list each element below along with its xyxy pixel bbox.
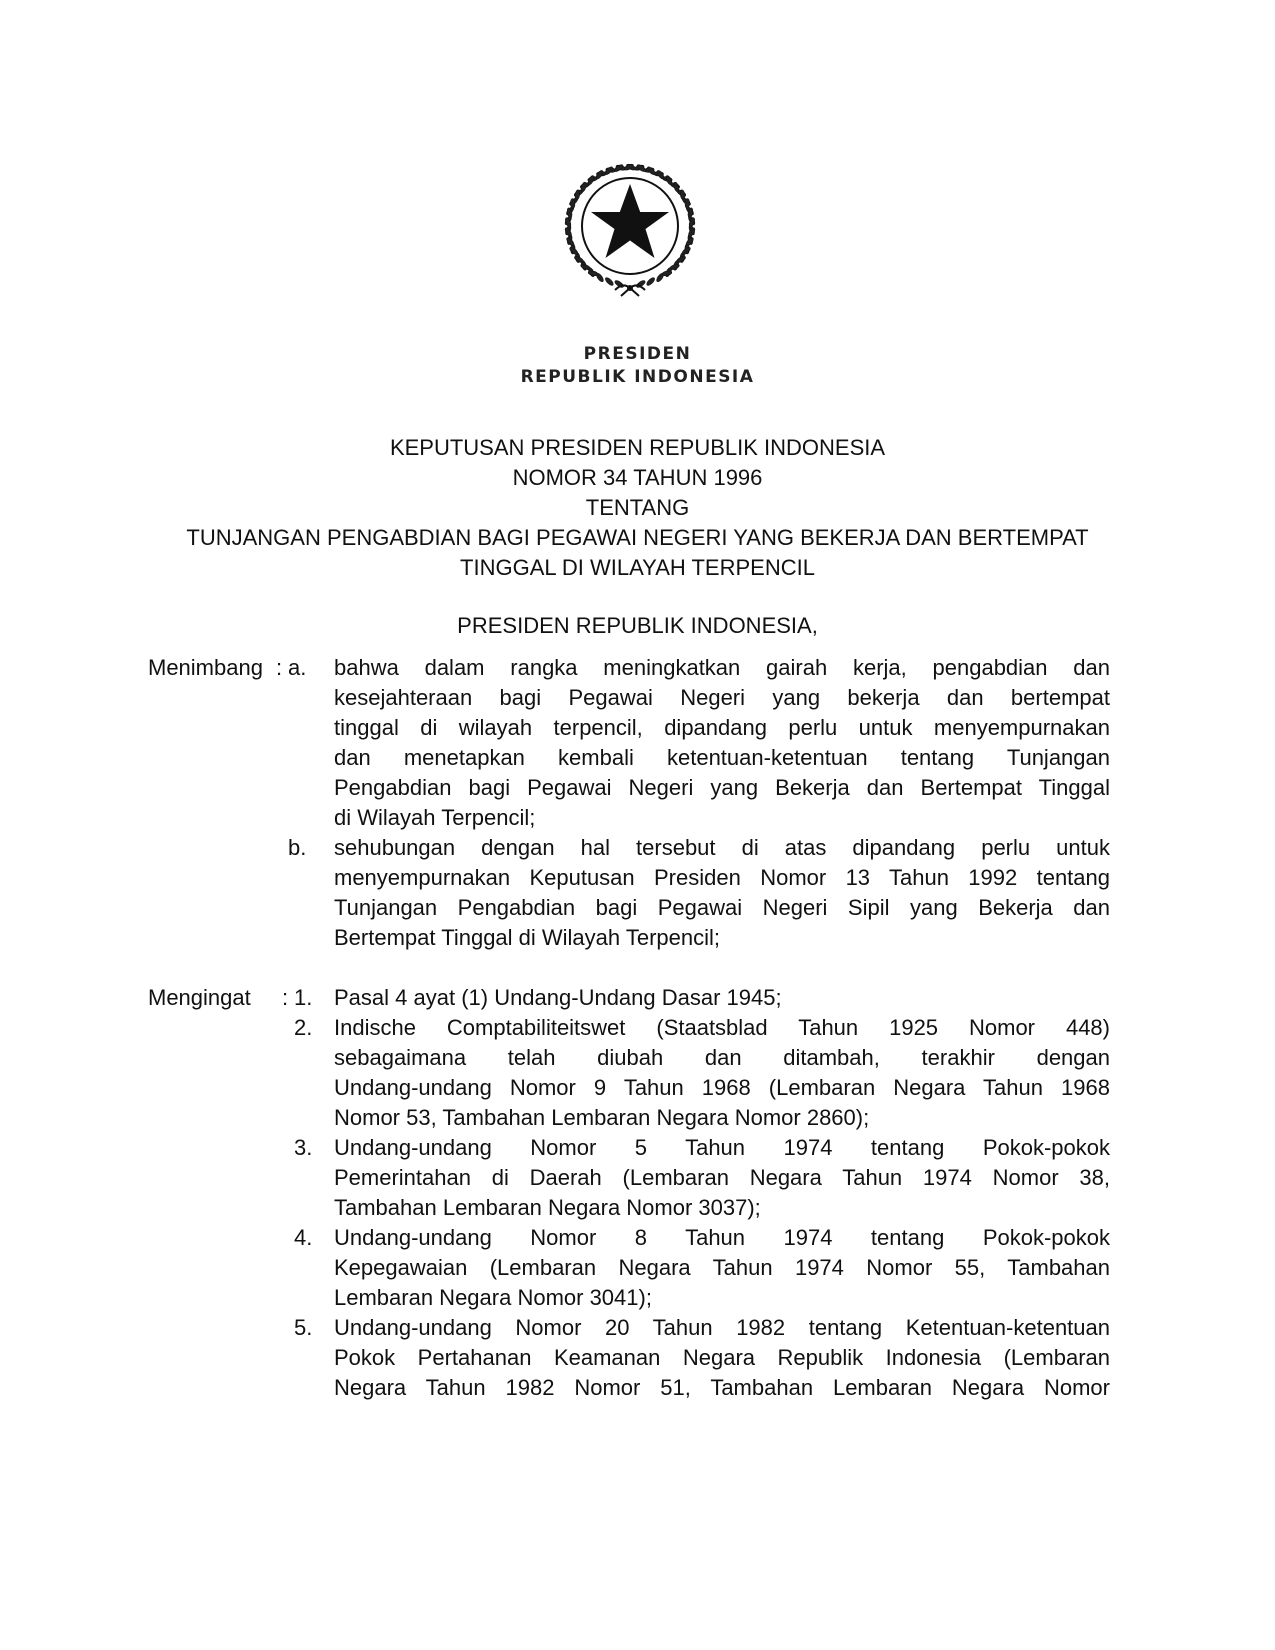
opening-statement: PRESIDEN REPUBLIK INDONESIA, <box>457 613 818 638</box>
text-line: Pemerintahan di Daerah (Lembaran Negara Tahun 1974 Nomor 38, <box>334 1165 1110 1190</box>
mengingat-item-1 <box>334 983 1110 1013</box>
mengingat-item-3 <box>334 1133 1110 1223</box>
text-line: Pokok Pertahanan Keamanan Negara Republik Indonesia (Lembaran <box>334 1345 1110 1370</box>
text-line: Kepegawaian (Lembaran Negara Tahun 1974 Nomor 55, Tambahan <box>334 1255 1110 1280</box>
title-line: KEPUTUSAN PRESIDEN REPUBLIK INDONESIA <box>389 435 886 460</box>
mengingat-item-4 <box>334 1223 1110 1313</box>
wreath-leaf <box>662 270 673 276</box>
wreath-leaf <box>680 190 686 200</box>
text-line: Pengabdian bagi Pegawai Negeri yang Bekerja dan Bertempat Tinggal <box>334 775 1110 800</box>
menimbang-item-b <box>334 833 1110 953</box>
wreath-leaf <box>570 198 575 208</box>
wreath-leaf <box>646 276 656 286</box>
wreath-leaf <box>588 270 599 276</box>
text-line: Nomor 53, Tambahan Lembaran Negara Nomor 2860); <box>334 1105 870 1130</box>
text-line: Tunjangan Pengabdian bagi Pegawai Negeri Sipil yang Bekerja dan <box>334 895 1110 920</box>
text-line: Pasal 4 ayat (1) Undang-Undang Dasar 1945; <box>334 985 782 1010</box>
mengingat-label: Mengingat <box>148 985 251 1010</box>
menimbang-colon: : <box>276 655 283 680</box>
mengingat-colon: : <box>282 985 289 1010</box>
wreath-leaf <box>673 182 680 193</box>
mengingat-marker-2: 2. <box>294 1015 313 1040</box>
text-line: Bertempat Tinggal di Wilayah Terpencil; <box>334 925 721 950</box>
presidential-seal-icon <box>545 148 715 308</box>
text-line: bahwa dalam rangka meningkatkan gairah kerja, pengabdian dan <box>334 655 1110 680</box>
title-line: TENTANG <box>585 495 690 520</box>
mengingat-marker-5: 5. <box>294 1315 313 1340</box>
wreath-leaf <box>575 190 581 200</box>
document-title <box>170 433 1105 583</box>
wreath-leaf <box>685 198 690 208</box>
mengingat-marker-3: 3. <box>294 1135 313 1160</box>
menimbang-item-a <box>334 653 1110 833</box>
mengingat-marker-4: 4. <box>294 1225 313 1250</box>
mengingat-item-2 <box>334 1013 1110 1133</box>
text-line: Indische Comptabiliteitswet (Staatsblad Tahun 1925 Nomor 448) <box>334 1015 1110 1040</box>
office-name-line1: PRESIDEN <box>583 344 692 364</box>
text-line: Negara Tahun 1982 Nomor 51, Tambahan Lembaran Negara Nomor <box>334 1375 1110 1400</box>
text-line: dan menetapkan kembali ketentuan-ketentuan tentang Tunjangan <box>334 745 1110 770</box>
mengingat-item-5 <box>334 1313 1110 1403</box>
text-line: kesejahteraan bagi Pegawai Negeri yang bekerja dan bertempat <box>334 685 1110 710</box>
menimbang-label: Menimbang <box>148 655 263 680</box>
text-line: Tambahan Lembaran Negara Nomor 3037); <box>334 1195 761 1220</box>
text-line: Undang-undang Nomor 9 Tahun 1968 (Lembaran Negara Tahun 1968 <box>334 1075 1110 1100</box>
office-name-line2: REPUBLIK INDONESIA <box>520 367 755 387</box>
text-line: sehubungan dengan hal tersebut di atas dipandang perlu untuk <box>334 835 1110 860</box>
menimbang-marker-a: a. <box>288 655 307 680</box>
text-line: Undang-undang Nomor 20 Tahun 1982 tentang Ketentuan-ketentuan <box>334 1315 1110 1340</box>
text-line: sebagaimana telah diubah dan ditambah, terakhir dengan <box>334 1045 1110 1070</box>
mengingat-marker-1: 1. <box>294 985 313 1010</box>
title-line: TUNJANGAN PENGABDIAN BAGI PEGAWAI NEGERI YANG BEKERJA DAN BERTEMPAT <box>186 525 1089 550</box>
text-line: Undang-undang Nomor 8 Tahun 1974 tentang Pokok-pokok <box>334 1225 1110 1250</box>
text-line: tinggal di wilayah terpencil, dipandang perlu untuk menyempurnakan <box>334 715 1110 740</box>
text-line: menyempurnakan Keputusan Presiden Nomor 13 Tahun 1992 tentang <box>334 865 1110 890</box>
wreath-leaf <box>580 182 587 193</box>
text-line: Lembaran Negara Nomor 3041); <box>334 1285 652 1310</box>
text-line: Undang-undang Nomor 5 Tahun 1974 tentang Pokok-pokok <box>334 1135 1110 1160</box>
text-line: di Wilayah Terpencil; <box>334 805 536 830</box>
wreath-leaf <box>604 276 614 286</box>
menimbang-marker-b: b. <box>288 835 307 860</box>
title-line: NOMOR 34 TAHUN 1996 <box>512 465 763 490</box>
title-line: TINGGAL DI WILAYAH TERPENCIL <box>460 555 815 580</box>
